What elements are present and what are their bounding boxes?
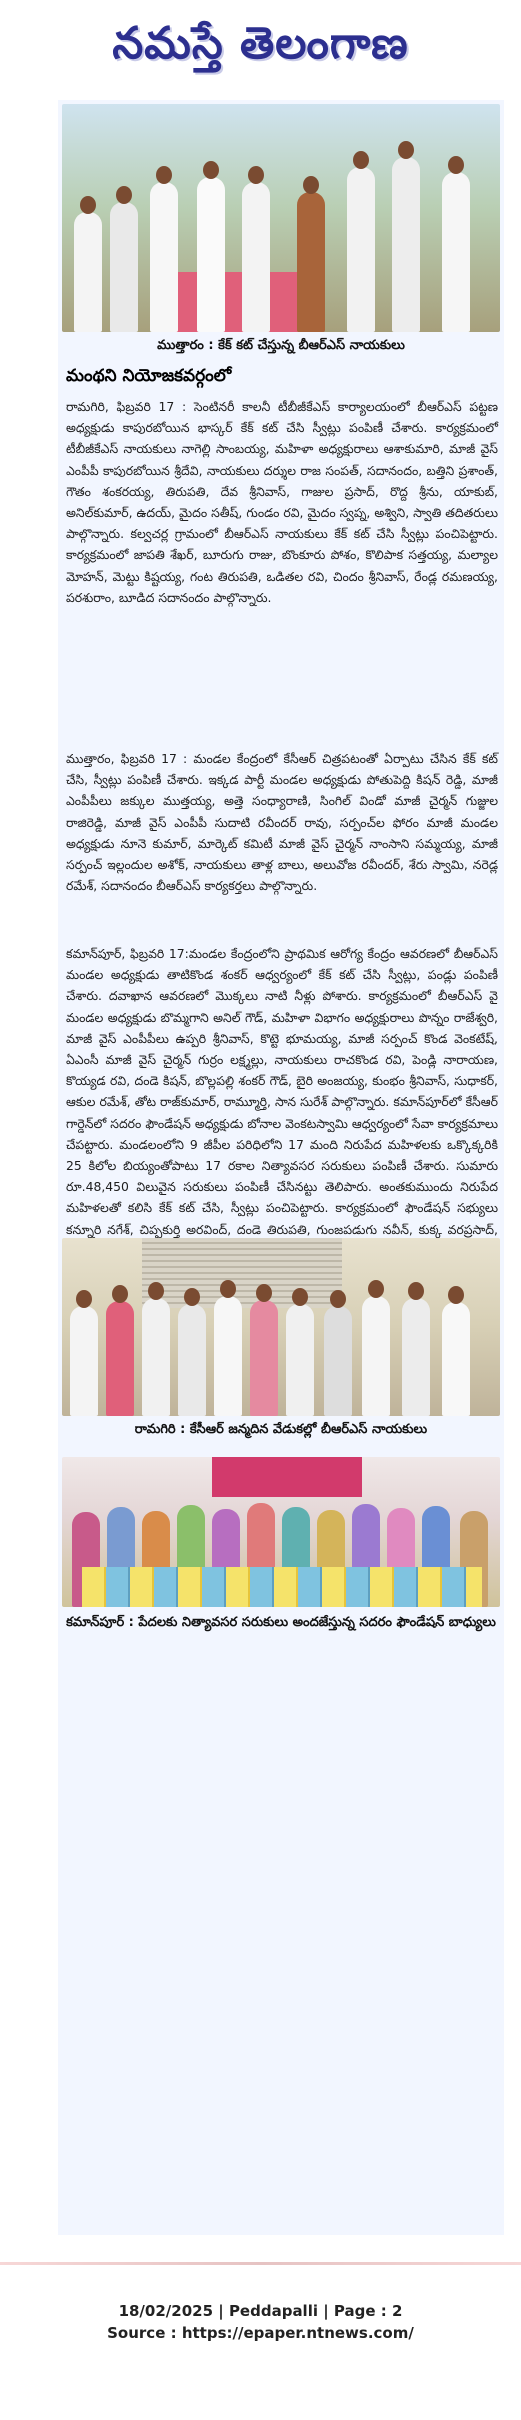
person-figure [70,1306,98,1416]
person-figure [74,212,102,332]
person-figure [110,202,138,332]
person-figure [324,1306,352,1416]
person-head [112,1285,128,1303]
person-figure [347,167,375,332]
person-figure [392,157,420,332]
person-head [368,1280,384,1298]
article-paragraph: రామగిరి, ఫిబ్రవరి 17 : సెంటినరీ కాలనీ టీబీజీకేఎస్ కార్యాలయంలో బీఆర్ఎస్ పట్టణ అధ్యక్షుడు కాపురబోయిన భాస్కర్ కేక్ కట్ చేసి స్వీట్లు పంపిణీ చేశారు. కార్యక్రమంలో టీబీజీకేఎస్ నాయకులు నాగెల్లి సాంబయ్య, మహిళా అధ్యక్షురాలు ఆశాకుమారి, మాజీ వైస్ ఎంపీపీ కాపురబోయిన శ్రీదేవి, నాయకులు దర్శుల రాజ సంపత్, సదానందం, బత్తిని ప్రశాంత్, గౌతం శంకరయ్య, తిరుపతి, దేవ శ్రీనివాస్, గాజుల ప్రసాద్, రొద్ద శ్రీను, యాకుబ్, అనిల్‌కుమార్, ఉదయ్, మైదం సతీష్, గుండం రవి, మైదం స్వప్న, అశ్విని, స్వాతి తదితరులు పాల్గొన్నారు. కల్వచర్ల గ్రామంలో బీఆర్ఎస్ నాయకులు కేక్ కట్ చేసి స్వీట్లు పంచిపెట్టారు. కార్యక్రమంలో జాపతి శేఖర్, బూరుగు రాజు, బొంకూరు పోశం, కొలిపాక సత్తయ్య, మల్యాల మోహన్, మెట్టు కిష్టయ్య, గంట తిరుపతి, ఒడితల రవి, చిందం శ్రీనివాస్, రేండ్ల రమణయ్య, పరశురాం, బూడిద సదానందం పాల్గొన్నారు. [66,399,498,605]
person-head [353,151,369,169]
newspaper-title: నమస్తే తెలంగాణ [112,18,409,69]
article-paragraph: కమాన్‌పూర్, ఫిబ్రవరి 17:మండల కేంద్రంలోని ప్రాథమిక ఆరోగ్య కేంద్రం ఆవరణలో బీఆర్ఎస్ మండల అధ్యక్షుడు తాటికొండ శంకర్ ఆధ్వర్యంలో కేక్ కట్ చేసి స్వీట్లు, పండ్లు పంపిణీ చేశారు. దవాఖాన ఆవరణలో మొక్కలు నాటి నీళ్లు పోశారు. కార్యక్రమంలో బీఆర్ఎస్ వై మండల అధ్యక్షుడు బొమ్మగాని అనిల్ గౌడ్, మహిళా విభాగం అధ్యక్షురాలు పొన్నం రాజేశ్వరి, మాజీ వైస్ ఎంపీపీలు ఉప్పరి శ్రీనివాస్, కొట్టె భూమయ్య, మాజీ సర్పంచ్ కొండ వెంకటేష్, ఏఎంసీ మాజీ వైస్ చైర్మన్ గుర్రం లక్ష్మల్లు, నాయకులు రాచకొండ రవి, పెండ్లి నారాయణ, కొయ్యడ రవి, దండె కిషన్, బొల్లపల్లి శంకర్ గౌడ్, బైరి అంజయ్య, కుంభం శ్రీనివాస్, సుధాకర్, ఆకుల రమేశ్, తోట రాజ్‌కుమార్, రామ్మూర్తి, సాన సురేశ్ పాల్గొన్నారు. కమాన్‌పూర్‌లో కేసీఆర్ గార్డెన్‌లో సదరం ఫౌండేషన్ అధ్యక్షుడు బోనాల వెంకటస్వామి ఆధ్వర్యంలో సేవా కార్యక్రమాలు చేపట్టారు. మండలంలోని 9 జీపీల పరిధిలోని 17 మంది నిరుపేద మహిళలకు ఒక్కొక్కరికి 25 కిలోల బియ్యంతోపాటు 17 రకాల నిత్యావసర సరుకులు పంపిణీ చేశారు. సుమారు రూ.48,450 విలువైన సరుకులు పంపిణీ చేసినట్టు తెలిపారు. అంతకుముందు నిరుపేద మహిళలతో కలిసి కేక్ కట్ చేసి, స్వీట్లు పంచిపెట్టారు. కార్యక్రమంలో ఫౌండేషన్ సభ్యులు కన్నూరి నగేశ్, చిప్పకుర్తి అరవింద్, దండె తిరుపతి, గుంజపడుగు నవీన్, కుక్క వరప్రసాద్, [66,946,498,1237]
photo-caption: కమాన్‌పూర్ : పేదలకు నిత్యావసర సరుకులు అందజేస్తున్న సదరం ఫౌండేషన్ బాధ్యులు [66,1615,496,1630]
page-divider [0,2262,521,2265]
person-head [303,176,319,194]
banner [212,1457,362,1497]
person-head [156,166,172,184]
person-head [184,1288,200,1306]
person-figure [362,1296,390,1416]
person-head [448,156,464,174]
person-head [220,1280,236,1298]
person-figure [250,1300,278,1416]
person-head [330,1290,346,1308]
person-head [448,1286,464,1304]
photo-grocery-distribution-kamanpur [62,1457,500,1607]
footer [0,2300,521,2344]
person-figure [242,182,270,332]
person-figure [297,192,325,332]
person-figure [402,1298,430,1416]
person-head [76,1290,92,1308]
person-head [80,196,96,214]
person-head [256,1284,272,1302]
person-head [248,166,264,184]
person-head [408,1282,424,1300]
person-figure [442,172,470,332]
person-figure [150,182,178,332]
person-figure [106,1301,134,1416]
article-paragraph: ముత్తారం, ఫిబ్రవరి 17 : మండల కేంద్రంలో కేసీఆర్ చిత్రపటంతో ఏర్పాటు చేసిన కేక్ కట్ చేసి, స్వీట్లు పంపిణీ చేశారు. ఇక్కడ పార్టీ మండల అధ్యక్షుడు పోతుపెద్ది కిషన్ రెడ్డి, మాజీ ఎంపీపీలు జక్కుల ముత్తయ్య, అత్తె సంధ్యారాణి, సింగిల్ విండో మాజీ చైర్మన్ గుజ్జుల రాజిరెడ్డి, మాజీ వైస్ ఎంపీపీ సుదాటి రవీందర్ రావు, సర్పంచ్‌ల ఫోరం మాజీ మండల అధ్యక్షుడు నూనె కుమార్, మార్కెట్ కమిటీ మాజీ వైస్ చైర్మన్ నాంసాని సమ్మయ్య, మాజీ సర్పంచ్ ఇల్లందుల అశోక్, నాయకులు తాళ్ల బాలు, అలువోజ రవీందర్, శేరు స్వామి, నరెడ్ల రమేశ్, సదానందం బీఆర్ఎస్ కార్యకర్తలు పాల్గొన్నారు. [66,751,498,894]
photo-birthday-celebration-ramagiri [62,1238,500,1416]
section-heading: మంథని నియోజకవర్గంలో [66,366,232,386]
person-figure [197,177,225,332]
person-head [203,161,219,179]
person-head [148,1282,164,1300]
article-clipping [58,100,504,2235]
person-figure [214,1296,242,1416]
cake-table [157,272,307,332]
edition-info: 18/02/2025 | Peddapalli | Page : 2 [118,2302,403,2320]
shop-shutter [142,1238,342,1308]
masthead [0,0,521,88]
person-figure [442,1302,470,1416]
person-figure [286,1304,314,1416]
person-head [116,186,132,204]
person-head [292,1288,308,1306]
photo-caption: ముత్తారం : కేక్ కట్ చేస్తున్న బీఆర్ఎస్ నాయకులు [157,338,405,353]
person-figure [178,1304,206,1416]
photo-cake-cutting-muttaram [62,104,500,332]
grocery-sacks [82,1567,482,1607]
photo-caption: రామగిరి : కేసీఆర్ జన్మదిన వేడుకల్లో బీఆర్ఎస్ నాయకులు [134,1422,428,1437]
person-figure [142,1298,170,1416]
person-head [398,141,414,159]
source-link[interactable]: Source : https://epaper.ntnews.com/ [107,2324,414,2342]
